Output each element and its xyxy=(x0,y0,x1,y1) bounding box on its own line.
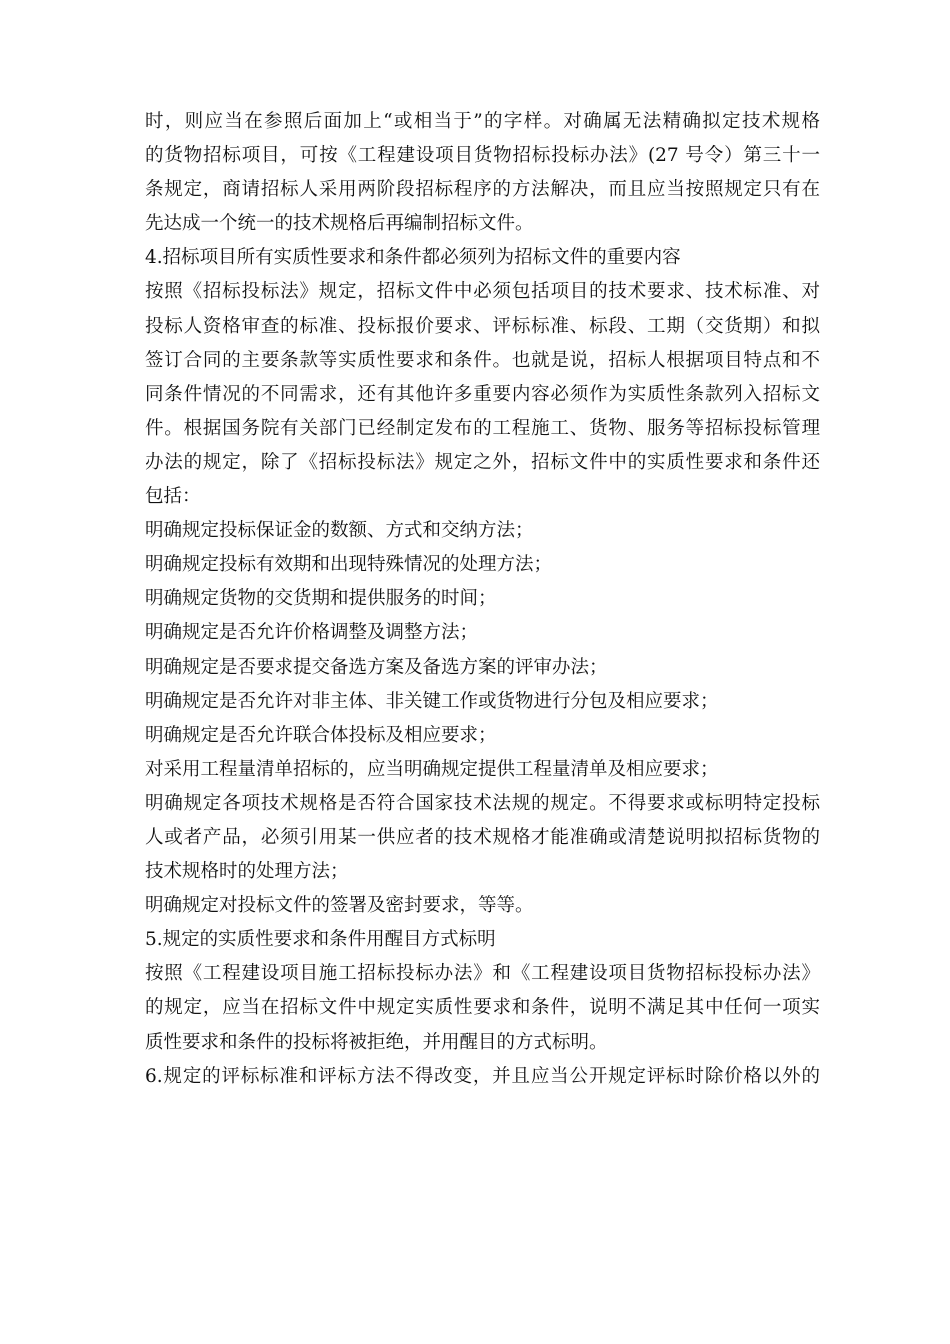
paragraph-line: 条规定，商请招标人采用两阶段招标程序的方法解决，而且应当按照规定只有在 xyxy=(145,179,820,201)
paragraph-line: 的货物招标项目，可按《工程建设项目货物招标投标办法》(27 号令）第三十一 xyxy=(145,145,820,167)
list-item: 明确规定对投标文件的签署及密封要求，等等。 xyxy=(145,895,534,917)
paragraph-line: 时，则应当在参照后面加上“或相当于”的字样。对确属无法精确拟定技术规格 xyxy=(145,111,820,132)
paragraph-line: 包括： xyxy=(145,486,201,508)
document-body xyxy=(145,105,820,1094)
list-item: 明确规定投标保证金的数额、方式和交纳方法； xyxy=(145,520,534,542)
paragraph-line: 按照《工程建设项目施工招标投标办法》和《工程建设项目货物招标投标办法》 xyxy=(145,963,820,985)
paragraph-line: 件。根据国务院有关部门已经制定发布的工程施工、货物、服务等招标投标管理 xyxy=(145,417,820,439)
list-item: 对采用工程量清单招标的，应当明确规定提供工程量清单及相应要求； xyxy=(145,758,719,780)
paragraph-line: 先达成一个统一的技术规格后再编制招标文件。 xyxy=(145,213,534,235)
section-heading: 6.规定的评标标准和评标方法不得改变，并且应当公开规定评标时除价格以外的 xyxy=(145,1065,820,1087)
list-item: 明确规定各项技术规格是否符合国家技术法规的规定。不得要求或标明特定投标 xyxy=(145,792,820,814)
list-item: 明确规定是否允许对非主体、非关键工作或货物进行分包及相应要求； xyxy=(145,690,719,712)
section-heading: 5.规定的实质性要求和条件用醒目方式标明 xyxy=(145,929,496,951)
paragraph-line: 办法的规定，除了《招标投标法》规定之外，招标文件中的实质性要求和条件还 xyxy=(145,451,820,473)
paragraph-line: 按照《招标投标法》规定，招标文件中必须包括项目的技术要求、技术标准、对 xyxy=(145,281,820,303)
list-item: 明确规定投标有效期和出现特殊情况的处理方法； xyxy=(145,554,553,576)
paragraph-line: 签订合同的主要条款等实质性要求和条件。也就是说，招标人根据项目特点和不 xyxy=(145,349,820,371)
list-item: 明确规定货物的交货期和提供服务的时间； xyxy=(145,588,497,610)
section-heading: 4.招标项目所有实质性要求和条件都必须列为招标文件的重要内容 xyxy=(145,247,681,269)
paragraph-line: 同条件情况的不同需求，还有其他许多重要内容必须作为实质性条款列入招标文 xyxy=(145,383,820,405)
paragraph-line: 的规定，应当在招标文件中规定实质性要求和条件，说明不满足其中任何一项实 xyxy=(145,997,820,1019)
paragraph-line: 投标人资格审查的标准、投标报价要求、评标标准、标段、工期（交货期）和拟 xyxy=(145,315,820,337)
list-item: 明确规定是否要求提交备选方案及备选方案的评审办法； xyxy=(145,656,608,678)
list-item: 明确规定是否允许价格调整及调整方法； xyxy=(145,622,479,644)
paragraph-line: 技术规格时的处理方法； xyxy=(145,861,349,883)
paragraph-line: 质性要求和条件的投标将被拒绝，并用醒目的方式标明。 xyxy=(145,1031,608,1053)
paragraph-line: 人或者产品，必须引用某一供应者的技术规格才能准确或清楚说明拟招标货物的 xyxy=(145,826,820,848)
list-item: 明确规定是否允许联合体投标及相应要求； xyxy=(145,724,497,746)
